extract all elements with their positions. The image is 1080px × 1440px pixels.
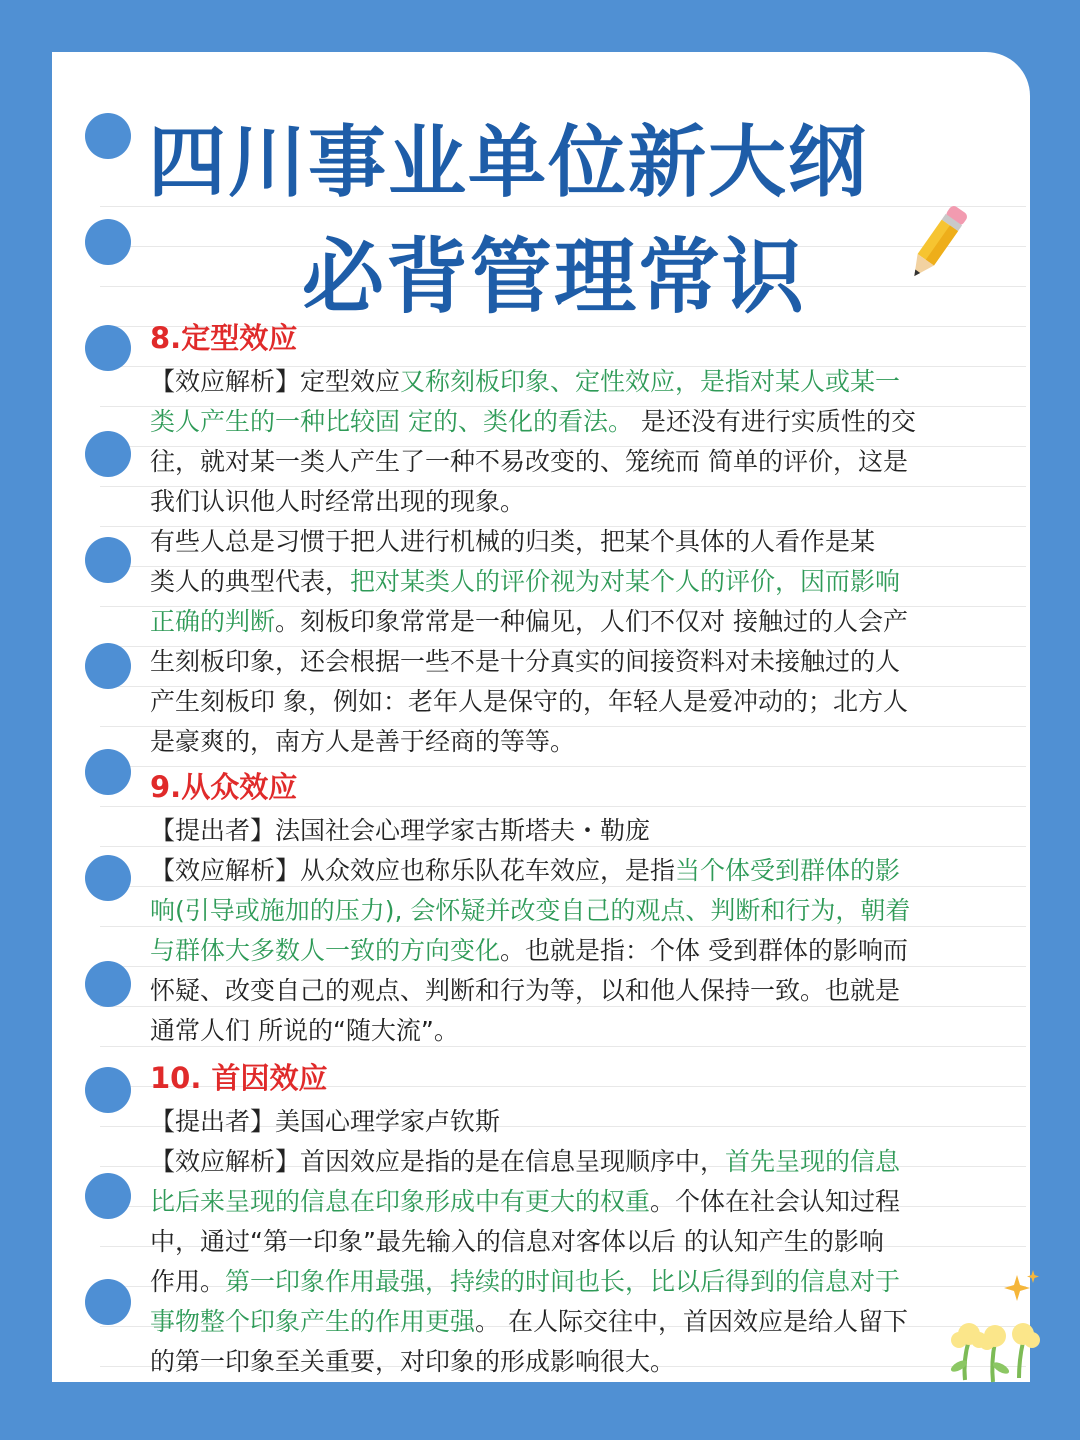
body-text: 。刻板印象常常是一种偏见，人们不仅对 接触过的人会产 <box>275 607 908 636</box>
section-heading-10: 10. 首因效应 <box>150 1061 328 1095</box>
text-line <box>150 402 980 442</box>
binding-hole <box>85 749 131 795</box>
text-line <box>150 1102 980 1142</box>
body-text: 类人的典型代表， <box>150 567 351 596</box>
binding-hole <box>85 537 131 583</box>
flowers-sparkle-decoration-icon <box>935 1270 1045 1395</box>
body-text: 【效应解析】首因效应是指的是在信息呈现顺序中， <box>150 1147 726 1176</box>
binding-hole <box>85 219 131 265</box>
text-line <box>150 1222 980 1262</box>
body-text: 。 在人际交往中，首因效应是给人留下 <box>475 1307 908 1336</box>
text-line <box>150 682 980 722</box>
text-line <box>150 562 980 602</box>
body-text: 是还没有进行实质性的交 <box>632 407 916 436</box>
body-text: 【提出者】美国心理学家卢钦斯 <box>150 1107 501 1136</box>
section-9-paragraph-1 <box>150 811 980 851</box>
section-8-paragraph-2 <box>150 522 980 762</box>
body-text: 生刻板印象，还会根据一些不是十分真实的间接资料对未接触过的人 <box>150 647 901 676</box>
section-10-paragraph-1 <box>150 1102 980 1142</box>
body-text: 怀疑、改变自己的观点、判断和行为等，以和他人保持一致。也就是 <box>150 976 901 1005</box>
text-line <box>150 602 980 642</box>
text-line <box>150 1182 980 1222</box>
binding-hole <box>85 325 131 371</box>
title-line-2: 必背管理常识 <box>302 230 807 325</box>
binding-hole <box>85 1279 131 1325</box>
highlight-text: 事物整个印象产生的作用更强 <box>150 1307 476 1336</box>
text-line <box>150 522 980 562</box>
text-line <box>150 362 980 402</box>
text-line <box>150 891 980 931</box>
text-line <box>150 482 980 522</box>
text-line <box>150 1262 980 1302</box>
highlight-text: 又称刻板印象、定性效应，是指对某人或某一 <box>400 367 901 396</box>
body-text: 。个体在社会认知过程 <box>650 1187 901 1216</box>
body-text: 【效应解析】从众效应也称乐队花车效应，是指 <box>150 856 676 885</box>
text-line <box>150 931 980 971</box>
body-text: 产生刻板印 象，例如：老年人是保守的，年轻人是爱冲动的；北方人 <box>150 687 908 716</box>
body-text: 有些人总是习惯于把人进行机械的归类，把某个具体的人看作是某 <box>150 527 876 556</box>
highlight-text: 类人产生的一种比较固 定的、类化的看法。 <box>150 407 633 436</box>
binding-hole <box>85 1067 131 1113</box>
body-text: 我们认识他人时经常出现的现象。 <box>150 487 526 516</box>
text-line <box>150 642 980 682</box>
text-line <box>150 971 980 1011</box>
body-text: 作用。 <box>150 1267 226 1296</box>
body-text: 是豪爽的，南方人是善于经商的等等。 <box>150 727 576 756</box>
body-text: 往，就对某一类人产生了一种不易改变的、笼统而 简单的评价，这是 <box>150 447 908 476</box>
body-text: 通常人们 所说的“随大流”。 <box>150 1016 459 1045</box>
text-line <box>150 1142 980 1182</box>
binding-hole <box>85 113 131 159</box>
binding-hole <box>85 431 131 477</box>
section-heading-8: 8.定型效应 <box>150 321 298 355</box>
ruled-line <box>100 806 1026 807</box>
highlight-text: 第一印象作用最强，持续的时间也长，比以后得到的信息对于 <box>225 1267 901 1296</box>
body-text: 【效应解析】定型效应 <box>150 367 401 396</box>
body-text: 。也就是指：个体 受到群体的影响而 <box>500 936 908 965</box>
text-line <box>150 1342 980 1382</box>
text-line <box>150 1302 980 1342</box>
section-9-paragraph-2 <box>150 851 980 1051</box>
text-line <box>150 811 980 851</box>
text-line <box>150 1011 980 1051</box>
title-line-1: 四川事业单位新大纲 <box>148 118 869 208</box>
highlight-text: 把对某类人的评价视为对某个人的评价，因而影响 <box>350 567 901 596</box>
section-heading-9: 9.从众效应 <box>150 770 298 804</box>
pencil-icon <box>900 200 975 285</box>
binding-hole <box>85 961 131 1007</box>
highlight-text: 首先呈现的信息 <box>725 1147 901 1176</box>
highlight-text: 正确的判断 <box>150 607 276 636</box>
body-text: 的第一印象至关重要，对印象的形成影响很大。 <box>150 1347 676 1376</box>
highlight-text: 当个体受到群体的影 <box>675 856 901 885</box>
highlight-text: 与群体大多数人一致的方向变化 <box>150 936 501 965</box>
text-line <box>150 442 980 482</box>
section-10-paragraph-2 <box>150 1142 980 1382</box>
body-text: 【提出者】法国社会心理学家古斯塔夫・勒庞 <box>150 816 651 845</box>
binding-hole <box>85 1173 131 1219</box>
highlight-text: 响(引导或施加的压力), 会怀疑并改变自己的观点、判断和行为，朝着 <box>150 896 911 925</box>
text-line <box>150 722 980 762</box>
section-8-paragraph-1 <box>150 362 980 522</box>
highlight-text: 比后来呈现的信息在印象形成中有更大的权重 <box>150 1187 651 1216</box>
text-line <box>150 851 980 891</box>
body-text: 中，通过“第一印象”最先输入的信息对客体以后 的认知产生的影响 <box>150 1227 884 1256</box>
binding-hole <box>85 643 131 689</box>
binding-hole <box>85 855 131 901</box>
